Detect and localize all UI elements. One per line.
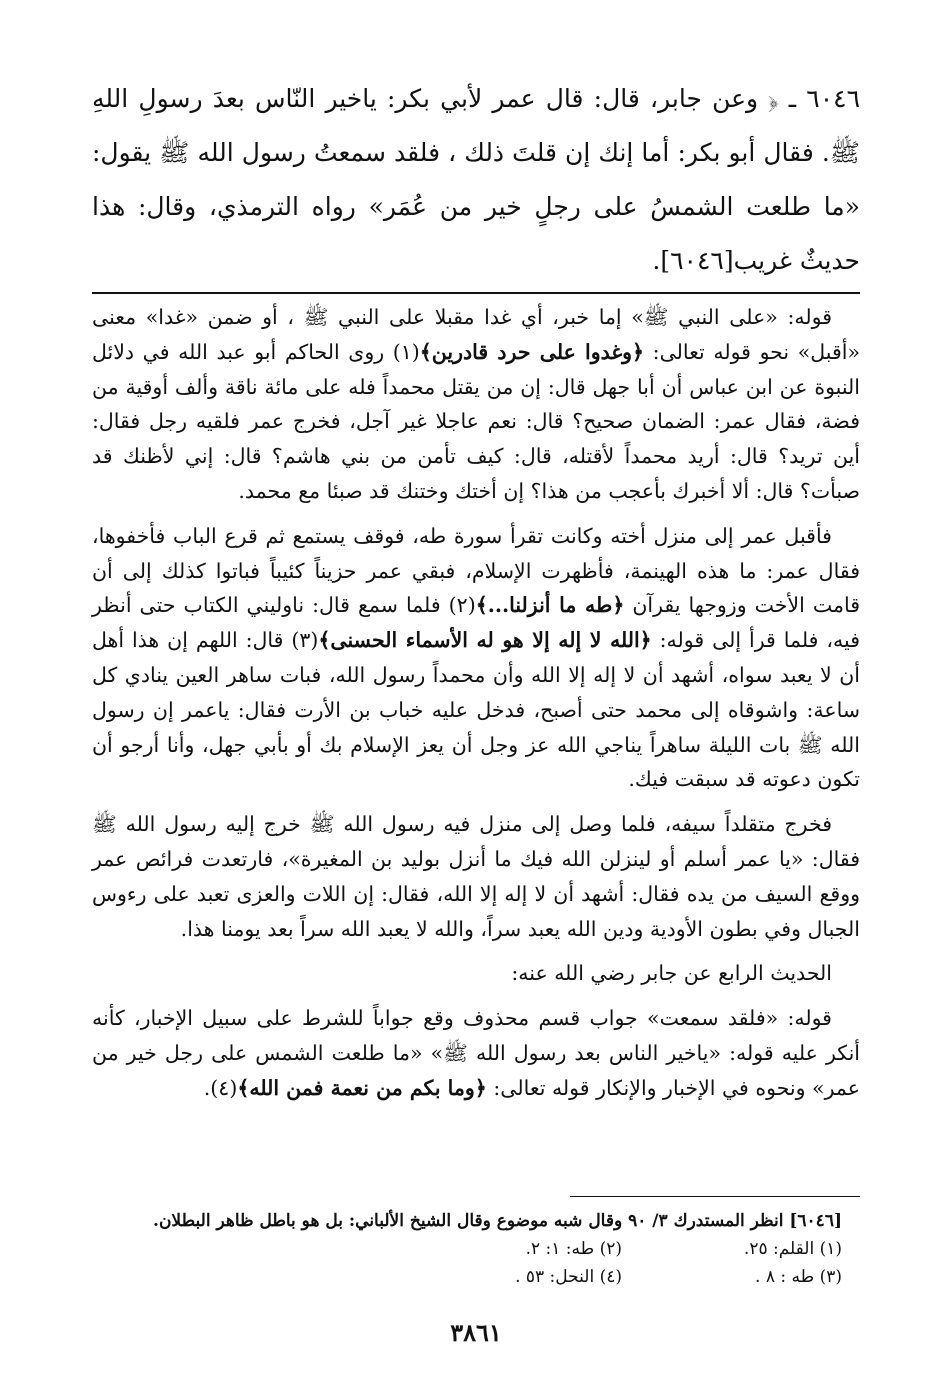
commentary-paragraph: [92, 300, 860, 509]
commentary-paragraph: [92, 1001, 860, 1105]
commentary-text: قوله: «فلقد سمعت» جواب قسم محذوف وقع جواباً للشرط على سبيل الإخبار، كأنه أنكر عليه قوله: «ياخير الناس بعد رسول الله ﷺ» «ما طلعت الشمس على رجل خير من عمر» ونحوه في الإخبار والإنكار قوله تعالى:: [92, 1006, 860, 1100]
footnotes: [92, 1207, 842, 1291]
footnote-1: (١) القلم: ٢٥.: [743, 1239, 842, 1259]
commentary-text: قوله: «على النبي ﷺ» إما خبر، أي غدا مقبلا على النبي ﷺ ، أو ضمن «غدا» معنى «أقبل» نحو قوله تعالى:: [92, 305, 861, 364]
commentary-paragraph: [92, 807, 860, 946]
hadith-text: ٦٠٤٦ ـ ﴿ وعن جابر، قال: قال عمر لأبي بكر: ياخير النّاس بعدَ رسولِ اللهِ ﷺ. فقال أبو بكر: أما إنك إن قلتَ ذلك ، فلقد سمعتُ رسول الله ﷺ يقول: «ما طلعت الشمسُ على رجلٍ خير من عُمَر» رواه الترمذي، وقال: هذا حديثٌ غريب[٦٠٤٦].: [92, 84, 860, 275]
footnote-3: (٣) طه : ٨ .: [755, 1267, 842, 1287]
quran-quote: ﴿الله لا إله إلا هو له الأسماء الحسنى﴾: [318, 628, 652, 653]
footnote-2: (٢) طه: ١: ٢.: [525, 1239, 622, 1259]
quran-quote: ﴿وما بكم من نعمة فمن الله﴾: [237, 1075, 487, 1100]
commentary-text: الحديث الرابع عن جابر رضي الله عنه:: [511, 961, 832, 986]
commentary-text: (٤).: [203, 1075, 238, 1100]
commentary-text: فأقبل عمر إلى منزل أخته وكانت تقرأ سورة طه، فوقف يستمع ثم قرع الباب فأخفوها، فقال عمر: ما هذه الهينمة، فأظهرت الإسلام، فبقي عمر حزيناً كئيباً فباتوا كذلك إلى أن قامت الأخت وزوجها يقرآن: [92, 523, 860, 618]
commentary-text: (٢) فلما سمع قال: ناوليني الكتاب حتى أنظر فيه، فلما قرأ إلى قوله:: [92, 593, 860, 653]
commentary-text: (١) روى الحاكم أبو عبد الله في دلائل النبوة عن ابن عباس أن أبا جهل قال: إن من يقتل محمداً فله على مائة ناقة وألف أوقية من فضة، فقال عمر: الضمان صحيح؟ قال: نعم عاجلا غير آجل، فخرج عمر فلقيه رجل فقال: أين تريد؟ قال: أريد محمداً لأقتله، قال: كيف تأمن من بني هاشم؟ قال: إني لأظنك قد صبأت؟ قال: ألا أخبرك بأعجب من هذا؟ إن أختك وختنك قد صبئا مع محمد.: [92, 339, 860, 503]
footnote-row: [92, 1263, 842, 1291]
commentary: [92, 300, 860, 1116]
commentary-text: فخرج متقلداً سيفه، فلما وصل إلى منزل فيه رسول الله ﷺ خرج إليه رسول الله ﷺ فقال: «يا عمر أسلم أو لينزلن الله فيك ما أنزل بوليد بن المغيرة»، فارتعدت فرائص عمر ووقع السيف من يده فقال: أشهد أن لا إله إلا الله، فقال: إن اللات والعزى تعبد على رءوس الجبال وفي بطون الأودية ودين الله يعبد سراً، والله لا يعبد الله سراً بعد يومنا هذا.: [92, 812, 860, 941]
footnote-separator: [570, 1196, 860, 1197]
commentary-paragraph: [92, 519, 860, 797]
footnote-source: [٦٠٤٦] انظر المستدرك ٣/ ٩٠ وقال شبه موضوع وقال الشيخ الألباني: بل هو باطل ظاهر البطلان.: [153, 1211, 842, 1231]
separator-line: [92, 292, 860, 294]
commentary-text: (٣) قال: اللهم إن هذا أهل أن لا يعبد سواه، أشهد أن لا إله إلا الله وأن محمداً رسول الله، فبات ساهر العين ينادي كل ساعة: واشوقاه إلى محمد حتى أصبح، فدخل عليه خباب بن الأرت فقال: ياعمر إن رسول الله ﷺ بات الليلة ساهراً يناجي الله عز وجل أن يعز الإسلام بك أو بأبي جهل، وأنا أرجو أن تكون دعوته قد سبقت فيك.: [92, 628, 860, 792]
commentary-paragraph: [92, 956, 860, 991]
footnote-4: (٤) النحل: ٥٣ .: [515, 1267, 622, 1287]
page-number: ٣٨٦١: [450, 1318, 502, 1347]
quran-quote: ﴿وغدوا على حرد قادرين﴾: [419, 339, 645, 364]
footnote-row: [92, 1235, 842, 1263]
quran-quote: ﴿طه ما أنزلنا...﴾: [475, 593, 625, 618]
